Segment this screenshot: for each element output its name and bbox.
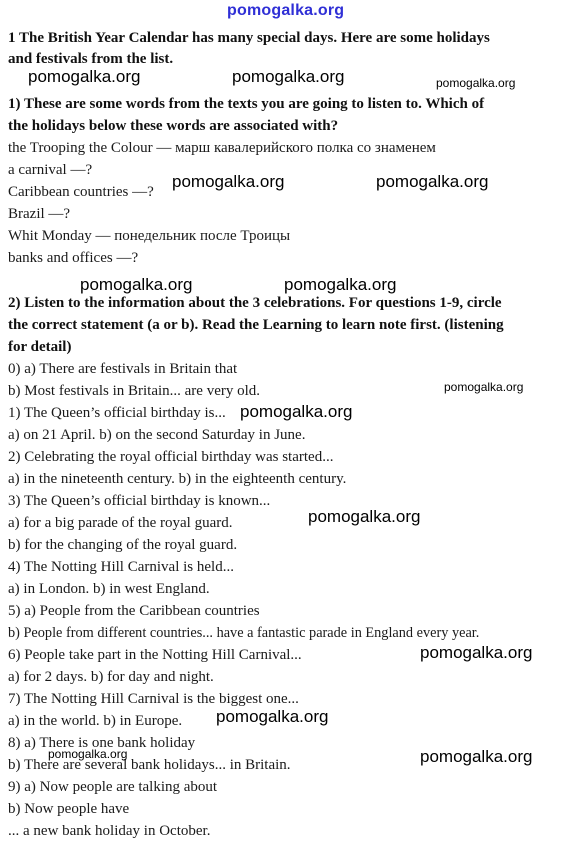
part2-line: a) for a big parade of the royal guard. [8,515,233,531]
part2-line: b) for the changing of the royal guard. [8,537,238,553]
part2-line: a) in London. b) in west England. [8,581,210,597]
watermark: pomogalka.org [376,172,489,191]
part2-line: 7) The Notting Hill Carnival is the biggest one... [8,691,299,707]
part2-line: 1) The Queen’s official birthday is... [8,405,226,421]
watermark: pomogalka.org [216,707,329,726]
part2-line: a) in the world. b) in Europe. [8,713,183,729]
task1-heading-line1: 1 The British Year Calendar has many special days. Here are some holidays [8,30,490,46]
part2-heading-line1: 2) Listen to the information about the 3 celebrations. For questions 1-9, circle [8,295,502,311]
watermark: pomogalka.org [80,275,193,294]
part1-line: a carnival —? [8,162,93,178]
part2-line: 6) People take part in the Notting Hill Carnival... [8,647,302,663]
watermark: pomogalka.org [308,507,421,526]
part2-line: b) People from different countries... have a fantastic parade in England every year. [8,625,480,641]
part2-line: 4) The Notting Hill Carnival is held... [8,559,234,575]
part1-heading-line1: 1) These are some words from the texts you are going to listen to. Which of [8,96,485,112]
part2-line: b) Most festivals in Britain... are very old. [8,383,261,399]
watermark: pomogalka.org [48,747,128,761]
part2-heading-line3: for detail) [8,339,72,355]
part2-line: 2) Celebrating the royal official birthday was started... [8,449,334,465]
watermark: pomogalka.org [28,67,141,86]
part2-line: 0) a) There are festivals in Britain that [8,361,238,377]
part1-line: the Trooping the Colour — марш кавалерийского полка со знаменем [8,140,436,156]
task1-heading-line2: and festivals from the list. [8,51,174,67]
part1-line: Whit Monday — понедельник после Троицы [8,228,291,244]
watermark: pomogalka.org [420,643,533,662]
watermark: pomogalka.org [172,172,285,191]
part2-line: 5) a) People from the Caribbean countries [8,603,260,619]
watermark: pomogalka.org [444,380,524,394]
part2-line: b) There are several bank holidays... in Britain. [8,757,291,773]
part2-line: b) Now people have [8,801,130,817]
part2-line: a) on 21 April. b) on the second Saturday in June. [8,427,306,443]
part2-line: a) in the nineteenth century. b) in the eighteenth century. [8,471,347,487]
watermark: pomogalka.org [284,275,397,294]
part2-line: 3) The Queen’s official birthday is known... [8,493,271,509]
watermark: pomogalka.org [436,76,516,90]
part1-heading-line2: the holidays below these words are associated with? [8,118,339,134]
part2-line: 8) a) There is one bank holiday [8,735,196,751]
part2-line: a) for 2 days. b) for day and night. [8,669,214,685]
part1-line: banks and offices —? [8,250,139,266]
part1-line: Caribbean countries —? [8,184,154,200]
watermark: pomogalka.org [420,747,533,766]
watermark: pomogalka.org [240,402,353,421]
part2-heading-line2: the correct statement (a or b). Read the Learning to learn note first. (listening [8,317,504,333]
watermark: pomogalka.org [232,67,345,86]
part2-line: 9) a) Now people are talking about [8,779,218,795]
part2-line: ... a new bank holiday in October. [8,823,211,839]
part1-line: Brazil —? [8,206,71,222]
watermark-top: pomogalka.org [227,2,345,19]
